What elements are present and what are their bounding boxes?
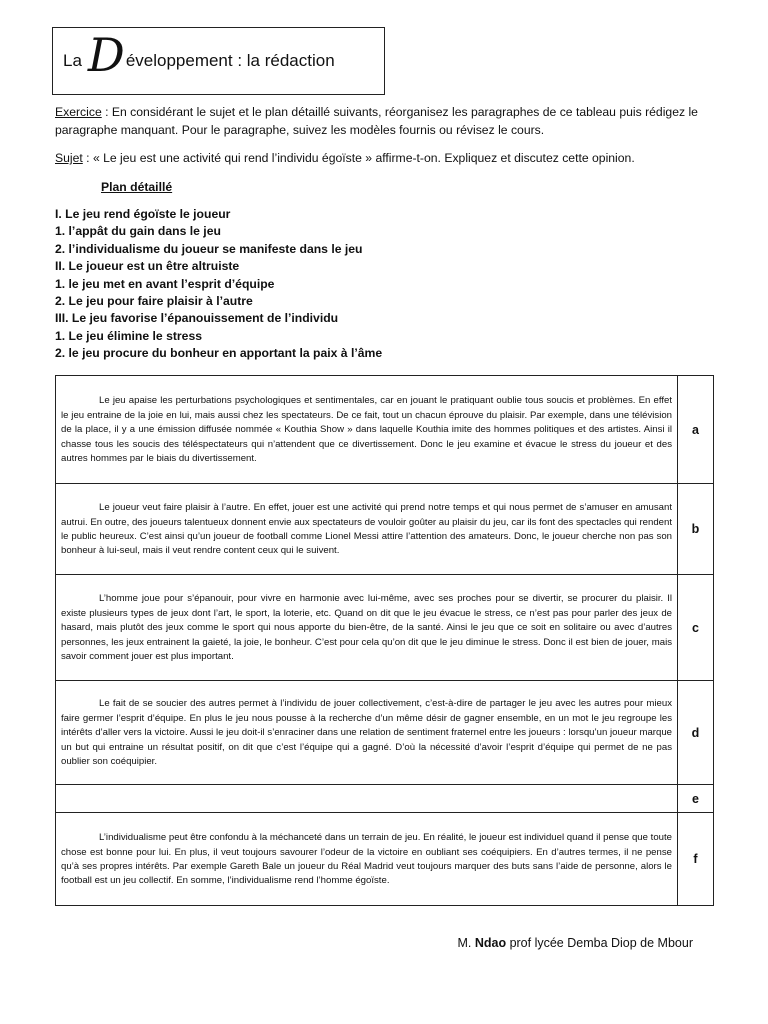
plan-item: II. Le joueur est un être altruiste <box>55 259 240 274</box>
exercise-label: Exercice <box>55 105 102 119</box>
plan-item: 1. l’appât du gain dans le jeu <box>55 224 221 239</box>
signature-prefix: M. <box>457 936 475 950</box>
subject-line <box>55 150 715 168</box>
title-decorative-initial: D <box>87 28 125 82</box>
paragraph-letter: b <box>678 484 714 575</box>
paragraph-letter: f <box>678 813 714 906</box>
plan-item: III. Le jeu favorise l’épanouissement de l’individu <box>55 311 339 326</box>
exercise-text: : En considérant le sujet et le plan détaillé suivants, réorganisez les paragraphes de ce tableau puis rédigez le paragraphe manquant. Pour le paragraphe, suivez les modèles fournis ou révisez le cours. <box>55 105 698 137</box>
title-prefix: La <box>63 51 82 70</box>
paragraph-text: L’individualisme peut être confondu à la méchanceté dans un terrain de jeu. En réalité, le joueur est individuel quand il pense que toute chose est bonne pour lui. En plus, il veut toujours savourer l’odeur de la victoire en oubliant ses coéquipiers. En d’autres termes, il ne pense qu’à ses propres intérêts. Par exemple Gareth Bale un joueur du Réal Madrid veut toujours marquer des buts sans l’aide de personne, alors le football est un jeu collectif. En somme, l’individualisme rend l’homme égoïste. <box>56 813 678 906</box>
paragraph-text: Le joueur veut faire plaisir à l’autre. En effet, jouer est une activité qui prend notre temps et qui nous permet de s’amuser en amusant autrui. En outre, des joueurs talentueux donnent envie aux spectateurs de vouloir goûter au plaisir du jeu, car ils font des spectacles qui rendent le public heureux. C’est ainsi qu’un joueur de football comme Lionel Messi attire l’attention des amateurs. Donc, le joueur cherche non pas son bonheur à lui-seul, mais il veut rendre content ceux qui le suivent. <box>56 484 678 575</box>
paragraphs-table <box>55 375 714 906</box>
plan-list <box>55 206 382 363</box>
table-row <box>56 785 714 813</box>
subject-text: : « Le jeu est une activité qui rend l’individu égoïste » affirme-t-on. Expliquez et discutez cette opinion. <box>82 151 635 165</box>
table-row <box>56 575 714 681</box>
plan-item: 1. le jeu met en avant l’esprit d’équipe <box>55 276 275 291</box>
table-row <box>56 681 714 785</box>
plan-item: 1. Le jeu élimine le stress <box>55 328 202 343</box>
author-signature <box>457 936 693 950</box>
table-row <box>56 376 714 484</box>
plan-item: 2. le jeu procure du bonheur en apportant la paix à l’âme <box>55 346 383 361</box>
paragraph-text: Le fait de se soucier des autres permet à l’individu de jouer collectivement, c’est-à-dire de partager le jeu avec les autres pour mieux faire germer l’esprit d’équipe. En plus le jeu nous pousse à la recherche d’un même désir de gagner ensemble, en un mot le jeu regroupe les intérêts d’aller vers la victoire. Aussi le jeu doit-il s’enraciner dans une relation de sentiment fraternel entre les joueurs : lorsqu’un joueur marque un but qui entraine un résultat positif, on dit que c’est l’équipe qui a gagné. D’où la nécessité d’avoir l’esprit d’équipe qui permet de ne pas oublier son coéquipier. <box>56 681 678 785</box>
signature-rest: prof lycée Demba Diop de Mbour <box>506 936 693 950</box>
title-box <box>52 27 385 95</box>
exercise-instructions <box>55 104 715 139</box>
subject-label: Sujet <box>55 151 83 165</box>
paragraph-text: L’homme joue pour s’épanouir, pour vivre en harmonie avec lui-même, avec ses proches pour se divertir, se procurer du plaisir. Il existe plusieurs types de jeux dont l’art, le sport, la loterie, etc. Quand on dit que le jeu évacue le stress, ce n’est pas pour parler des jeux de hasard, mais plutôt des jeux comme le sport qui nous apporte du bien-être, de la santé. Ainsi le jeu que ce soit en solitaire ou avec d’autres personnes, les jeux entrainent la gaieté, la joie, le bonheur. C’est pour cela qu’on dit que le jeu diminue le stress. Donc il est bien de jouer, mais savoir comment jouer est plus important. <box>56 575 678 681</box>
paragraph-text-empty <box>56 785 678 813</box>
paragraph-letter: c <box>678 575 714 681</box>
plan-item: I. Le jeu rend égoïste le joueur <box>55 207 231 221</box>
paragraph-letter: d <box>678 681 714 785</box>
title-rest: éveloppement : la rédaction <box>125 51 335 70</box>
signature-name: Ndao <box>474 936 507 950</box>
table-row <box>56 813 714 906</box>
table-row <box>56 484 714 575</box>
paragraph-text: Le jeu apaise les perturbations psychologiques et sentimentales, car en jouant le pratiquant oublie tous soucis et problèmes. En effet le jeu entraine de la joie en lui, mais aussi chez les spectateurs. De ce fait, tout un chacun éprouve du plaisir. Par exemple, dans une télévision de la place, il y a une émission diffusée nommée « Kouthia Show » dans laquelle Kouthia imite des hommes politiques et des artistes. Ainsi il chasse tous les soucis des téléspectateurs qui n’attendent que ce divertissement. Donc le jeu examine et évacue le stress du joueur et des autres hommes par le biais du divertissement. <box>56 376 678 484</box>
paragraph-letter: a <box>678 376 714 484</box>
paragraph-letter: e <box>678 785 714 813</box>
plan-item: 2. Le jeu pour faire plaisir à l’autre <box>55 294 253 309</box>
plan-title: Plan détaillé <box>101 180 173 194</box>
plan-item: 2. l’individualisme du joueur se manifeste dans le jeu <box>55 241 363 256</box>
